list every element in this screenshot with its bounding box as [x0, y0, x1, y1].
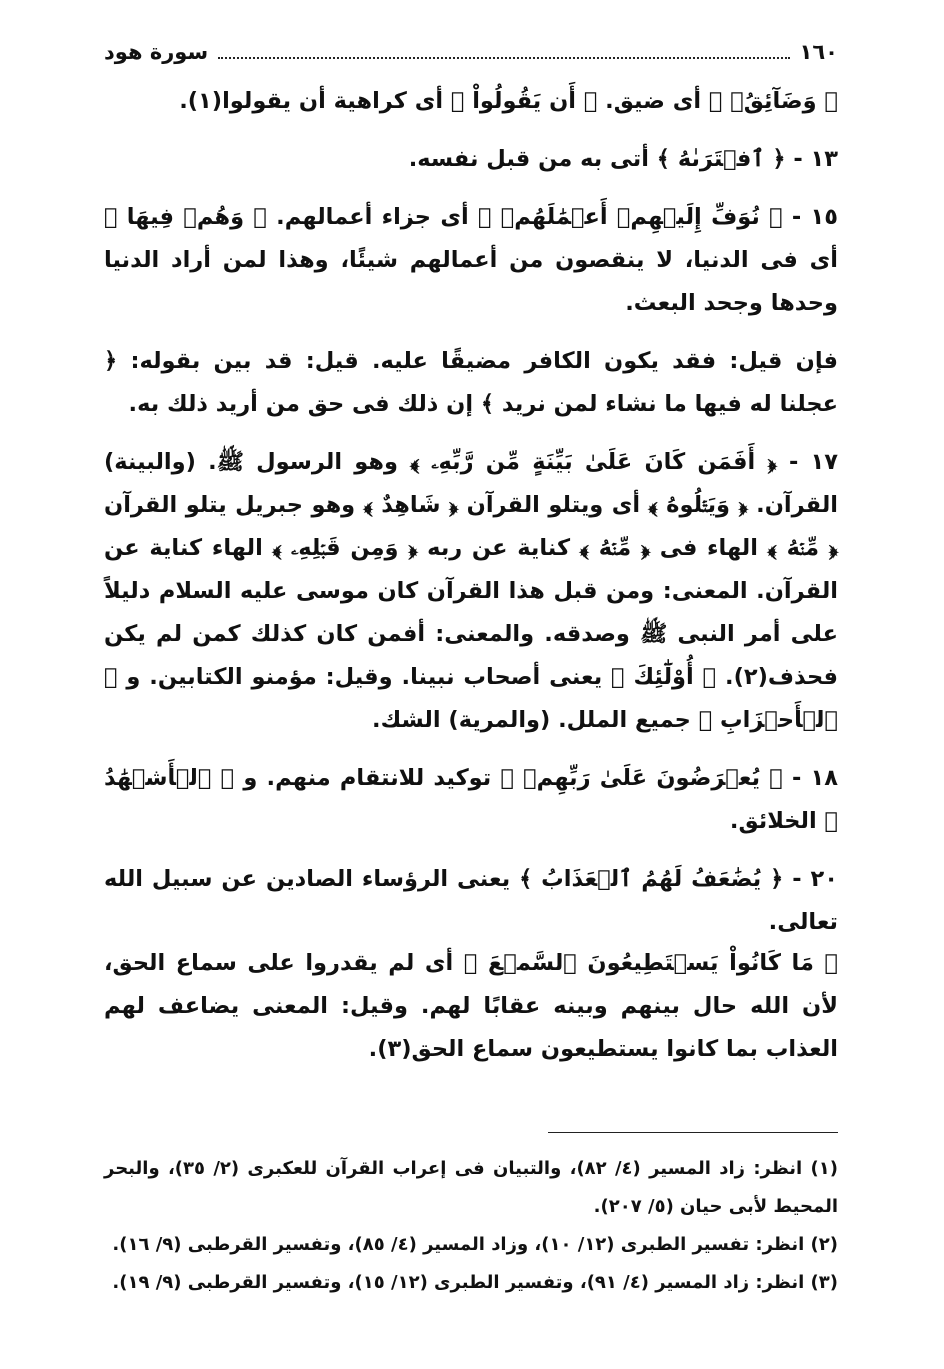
paragraph-verse-20-continued: ﴿ مَا كَانُواْ يَسۡتَطِيعُونَ ٱلسَّمۡعَ ﴾ أى لم يقدروا على سماع الحق، لأن الله حال بينهم وبينه عقابًا لهم. وقيل: المعنى يضاعف لهم العذاب بما كانوا يستطيعون سماع الحق(٣).	[104, 950, 838, 1062]
paragraph-verse-20: ٢٠ - ﴿ يُضَٰعَفُ لَهُمُ ٱلۡعَذَابُ ﴾ يعنى الرؤساء الصادين عن سبيل الله تعالى.	[104, 866, 838, 935]
paragraph-verse-18: ١٨ - ﴿ يُعۡرَضُونَ عَلَىٰ رَبِّهِمۡ ﴾ توكيد للانتقام منهم. و ﴿ ٱلۡأَشۡهَٰدُ ﴾ الخلائق.	[104, 765, 838, 834]
paragraph-verse-13: ١٣ - ﴿ ٱفۡتَرَىٰهُ ﴾ أتى به من قبل نفسه.	[408, 146, 838, 172]
footnote-1: (١) انظر: زاد المسير (٤/ ٨٢)، والتبيان فى إعراب القرآن للعكبرى (٢/ ٣٥)، والبحر المحيط لأبى حيان (٥/ ٢٠٧).	[104, 1158, 838, 1217]
paragraph-waDaiq: ﴿ وَضَآئِقُۢ ﴾ أى ضيق. ﴿ أَن يَقُولُواْ ﴾ أى كراهية أن يقولوا(١).	[179, 88, 838, 114]
paragraph-verse-15: ١٥ - ﴿ نُوَفِّ إِلَيۡهِمۡ أَعۡمَٰلَهُمۡ ﴾ أى جزاء أعمالهم. ﴿ وَهُمۡ فِيهَا ﴾ أى فى الدنيا، لا ينقصون من أعمالهم شيئًا، وهذا لمن أراد الدنيا وحدها وجحد البعث.	[104, 204, 838, 316]
running-header	[104, 40, 838, 80]
page	[104, 40, 838, 1340]
footnotes	[104, 1150, 838, 1302]
paragraph-objection: فإن قيل: فقد يكون الكافر مضيقًا عليه. قيل: قد بين بقوله: ﴿ عجلنا له فيها ما نشاء لمن نريد ﴾ إن ذلك فى حق من أريد ذلك به.	[104, 348, 838, 417]
body-text	[104, 80, 838, 1071]
page-number: ١٦٠	[799, 40, 838, 64]
footnote-separator	[548, 1132, 838, 1133]
footnote-2: (٢) انظر: تفسير الطبرى (١٢/ ١٠)، وزاد المسير (٤/ ٨٥)، وتفسير القرطبى (٩/ ١٦).	[112, 1234, 838, 1255]
header-leader-dots	[218, 57, 789, 59]
surah-title: سورة هود	[104, 40, 209, 64]
paragraph-verse-17: ١٧ - ﴿ أَفَمَن كَانَ عَلَىٰ بَيِّنَةٍ مِّن رَّبِّهِۦ ﴾ وهو الرسول ﷺ. (والبينة) القرآن. ﴿ وَيَتۡلُوهُ ﴾ أى ويتلو القرآن ﴿ شَاهِدٌ ﴾ وهو جبريل يتلو القرآن ﴿ مِّنۡهُ ﴾ الهاء فى ﴿ مِّنۡهُ ﴾ كناية عن ربه ﴿ وَمِن قَبۡلِهِۦ ﴾ الهاء كناية عن القرآن. المعنى: ومن قبل هذا القرآن كان موسى عليه السلام دليلاً على أمر النبى ﷺ وصدقه. والمعنى: أفمن كان كذلك كمن لم يكن فحذف(٢). ﴿ أُوْلَٰٓئِكَ ﴾ يعنى أصحاب نبينا. وقيل: مؤمنو الكتابين. و ﴿ ٱلۡأَحۡزَابِ ﴾ جميع الملل. (والمرية) الشك.	[104, 449, 838, 733]
footnote-3: (٣) انظر: زاد المسير (٤/ ٩١)، وتفسير الطبرى (١٢/ ١٥)، وتفسير القرطبى (٩/ ١٩).	[112, 1272, 838, 1293]
